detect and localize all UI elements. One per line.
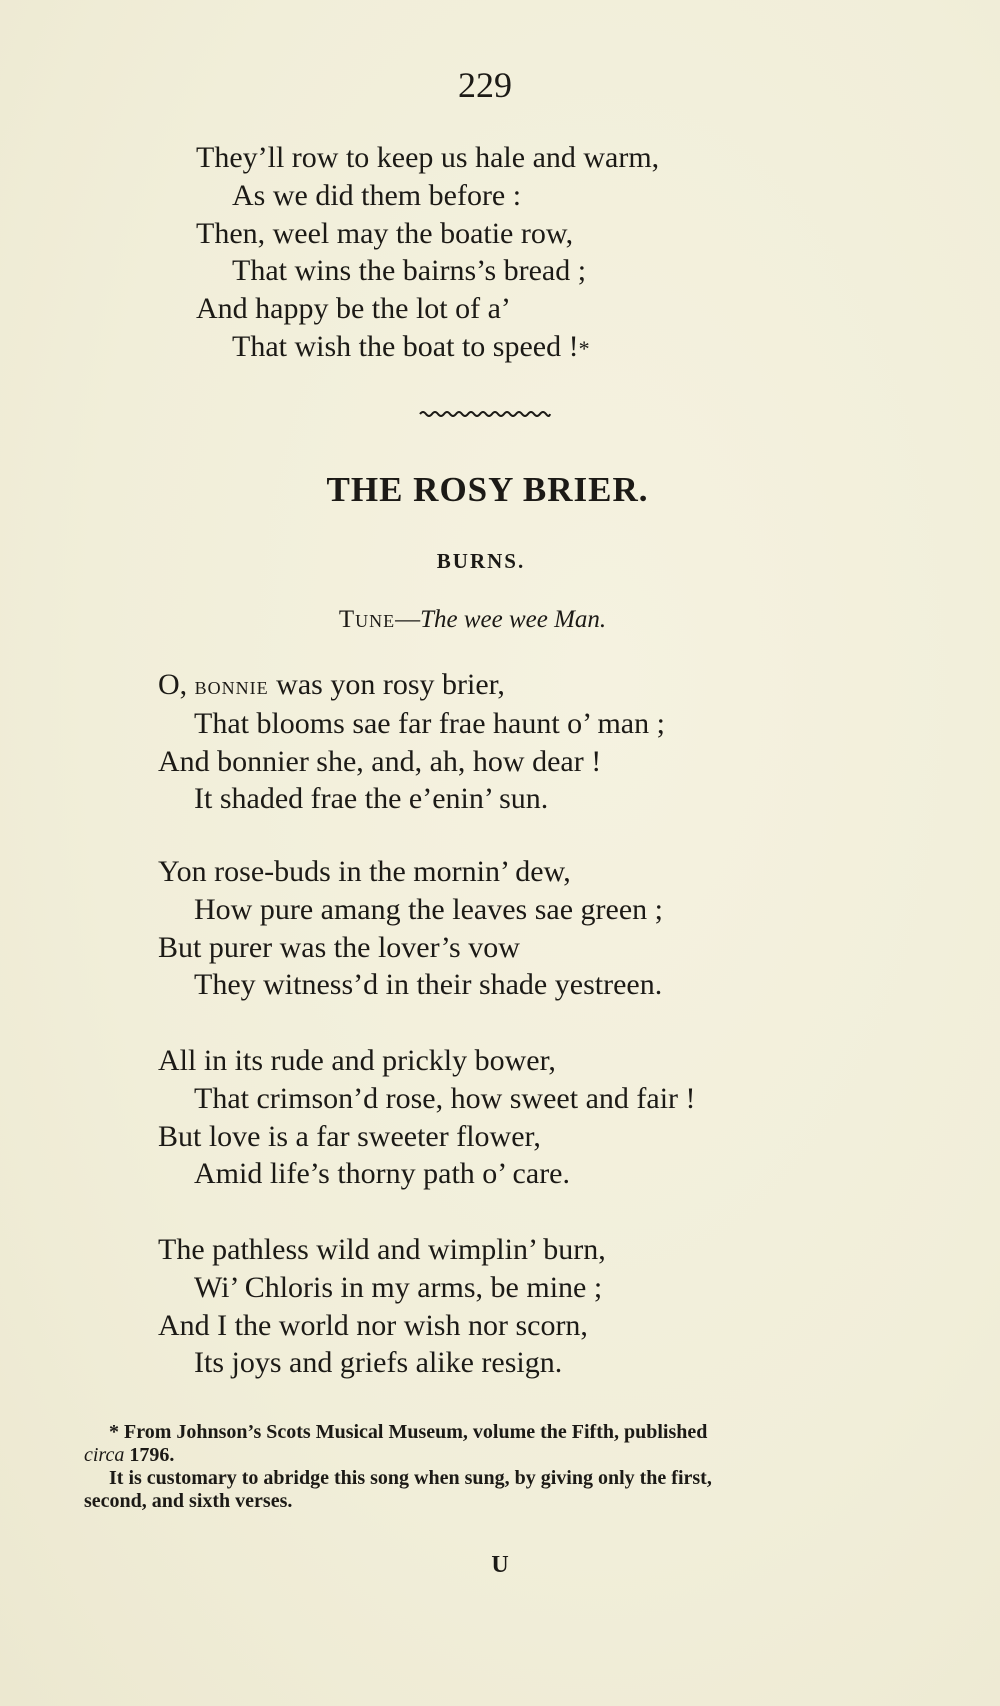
verse-line-text: That wish the boat to speed ! [232, 329, 579, 363]
footnote-year: 1796. [129, 1444, 175, 1466]
tune-line [0, 606, 945, 634]
footnote-circa: circa [84, 1444, 125, 1466]
verse-line: That blooms sae far frae haunt o’ man ; [194, 706, 665, 740]
page-number: 229 [458, 65, 512, 105]
verse-line: And I the world nor wish nor scorn, [158, 1308, 588, 1342]
first-line-lead: O, [158, 668, 188, 701]
verse-line-last [196, 328, 659, 366]
continuation-stanza [196, 139, 659, 366]
verse-line: But love is a far sweeter flower, [158, 1119, 541, 1153]
verse-line: And bonnier she, and, ah, how dear ! [158, 744, 602, 778]
verse-line: Wi’ Chloris in my arms, be mine ; [194, 1270, 603, 1304]
verse-line: It shaded frae the e’enin’ sun. [194, 782, 549, 816]
footnote-2: It is customary to abridge this song when sung, by giving only the first, [109, 1467, 712, 1489]
footnote-reference: * [578, 335, 590, 361]
verse-line: Its joys and griefs alike resign. [194, 1346, 563, 1380]
verse-line: All in its rude and prickly bower, [158, 1044, 556, 1077]
verse-line: They’ll row to keep us hale and warm, [196, 141, 660, 174]
stanza-3 [158, 1042, 696, 1193]
tune-name: The wee wee Man. [420, 606, 607, 633]
verse-line: And happy be the lot of a’ [196, 292, 511, 326]
footnote-1 [84, 1421, 899, 1444]
verse-line: But purer was the lover’s vow [158, 930, 520, 964]
verse-line: Amid life’s thorny path o’ care. [194, 1157, 570, 1191]
verse-line: The pathless wild and wimplin’ burn, [158, 1233, 606, 1266]
verse-line: Then, weel may the boatie row, [196, 216, 574, 250]
footnote-1-continued [84, 1444, 899, 1467]
stanza-4 [158, 1231, 606, 1382]
stanza-2 [158, 853, 663, 1004]
footnote-2-continued: second, and sixth verses. [84, 1490, 293, 1512]
footnote-1-text: From Johnson’s Scots Musical Museum, volume the Fifth, published [124, 1421, 708, 1443]
verse-line: That wins the bairns’s bread ; [232, 254, 587, 288]
tune-dash: — [395, 606, 421, 633]
signature-mark: U [491, 1552, 509, 1578]
footnote-marker: * [109, 1421, 119, 1443]
stanza-1 [158, 666, 665, 818]
verse-line: They witness’d in their shade yestreen. [194, 968, 663, 1002]
tune-label: Tune [338, 606, 396, 633]
verse-line-first [158, 666, 665, 705]
song-author: BURNS. [436, 549, 526, 573]
verse-line: As we did them before : [232, 178, 522, 212]
verse-line: That crimson’d rose, how sweet and fair ! [194, 1081, 696, 1115]
verse-line: How pure amang the leaves sae green ; [194, 892, 663, 926]
first-line-caps: bonnie [194, 671, 269, 700]
ornamental-divider [418, 409, 552, 419]
song-title: THE ROSY BRIER. [326, 470, 649, 509]
verse-line: Yon rose-buds in the mornin’ dew, [158, 855, 571, 888]
footnotes [84, 1421, 899, 1513]
first-line-rest: was yon rosy brier, [276, 668, 505, 701]
